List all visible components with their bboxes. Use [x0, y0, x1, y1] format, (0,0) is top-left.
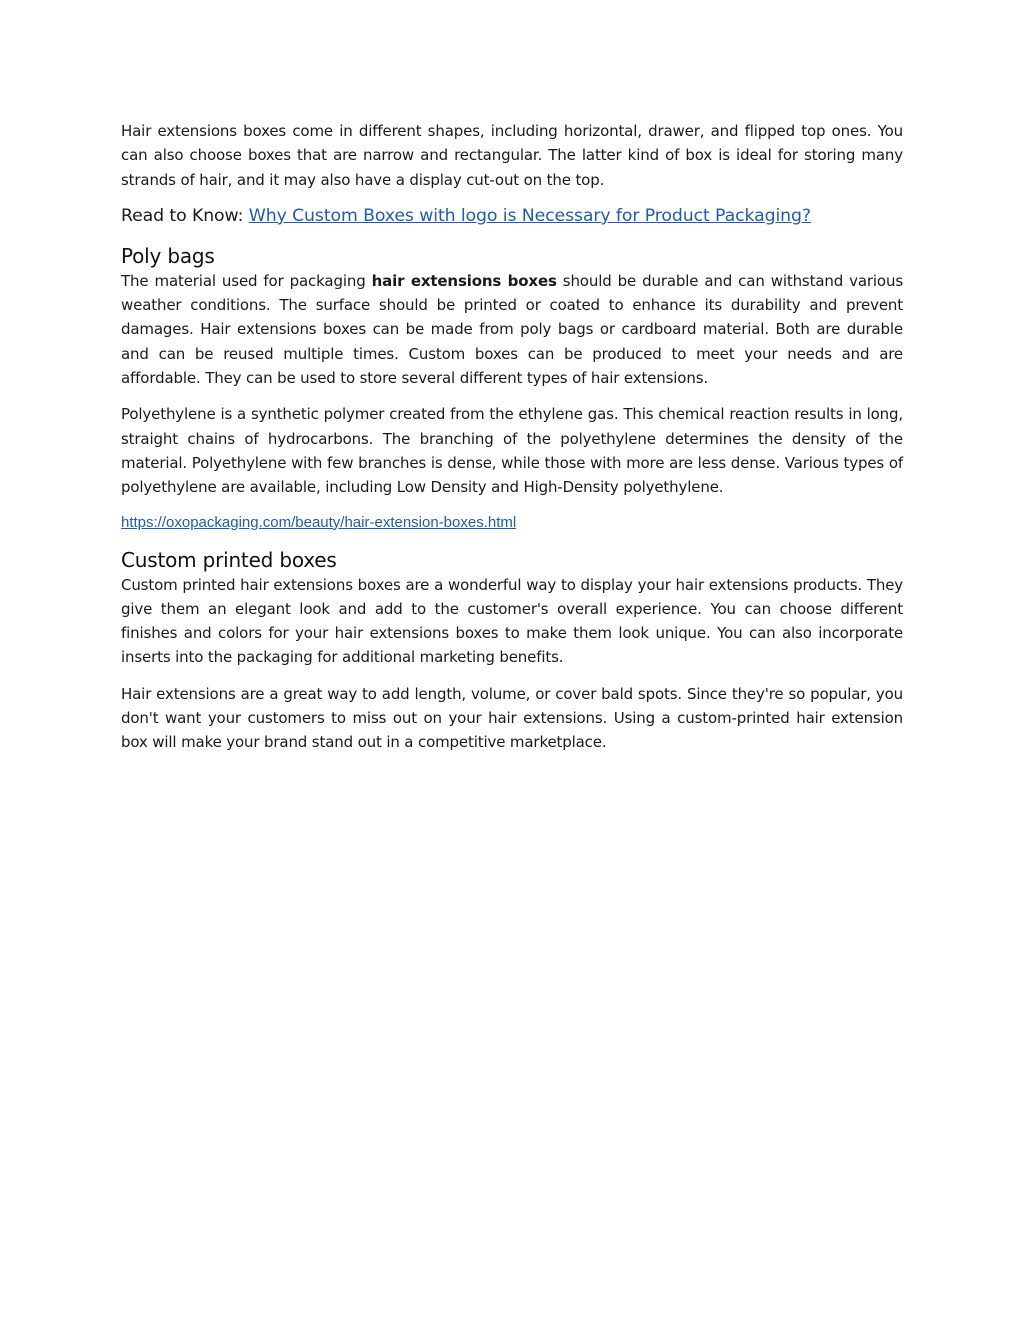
poly-bags-paragraph-1 — [121, 269, 903, 390]
read-to-know-label: Read to Know: — [121, 205, 249, 226]
custom-printed-paragraph-2: Hair extensions are a great way to add length, volume, or cover bald spots. Since they're so popular, you don't want your customers to miss out on your hair extensions. Using a custom-printed hair extension box will make your brand stand out in a competitive marketplace. — [121, 684, 903, 752]
poly-bags-p1-text-after: should be durable and can withstand various weather conditions. The surface should be printed or coated to enhance its durability and prevent damages. Hair extensions boxes can be made from poly bags or cardboard material. Both are durable and can be reused multiple times. Custom boxes can be produced to meet your needs and are affordable. They can be used to store several different types of hair extensions. — [121, 271, 903, 388]
poly-bags-paragraph-2: Polyethylene is a synthetic polymer created from the ethylene gas. This chemical reaction results in long, straight chains of hydrocarbons. The branching of the polyethylene determines the density of the material. Polyethylene with few branches is dense, while those with more are less dense. Various types of polyethylene are available, including Low Density and High-Density polyethylene. — [121, 405, 903, 497]
poly-bags-heading: Poly bags — [121, 243, 215, 268]
product-url-link[interactable]: https://oxopackaging.com/beauty/hair-extension-boxes.html — [121, 513, 517, 531]
intro-paragraph: Hair extensions boxes come in different shapes, including horizontal, drawer, and flipped top ones. You can also choose boxes that are narrow and rectangular. The latter kind of box is ideal for storing many strands of hair, and it may also have a display cut-out on the top. — [121, 122, 903, 189]
read-to-know-line — [121, 204, 903, 228]
document-page — [121, 119, 903, 755]
poly-bags-p1-text-before: The material used for packaging — [121, 271, 372, 290]
custom-printed-heading: Custom printed boxes — [121, 547, 337, 572]
poly-bags-p1-bold: hair extensions boxes — [371, 271, 557, 290]
read-to-know-link[interactable]: Why Custom Boxes with logo is Necessary for Product Packaging? — [248, 205, 811, 226]
custom-printed-paragraph-1: Custom printed hair extensions boxes are a wonderful way to display your hair extensions products. They give them an elegant look and add to the customer's overall experience. You can choose different finishes and colors for your hair extensions boxes to make them look unique. You can also incorporate inserts into the packaging for additional marketing benefits. — [121, 575, 903, 667]
